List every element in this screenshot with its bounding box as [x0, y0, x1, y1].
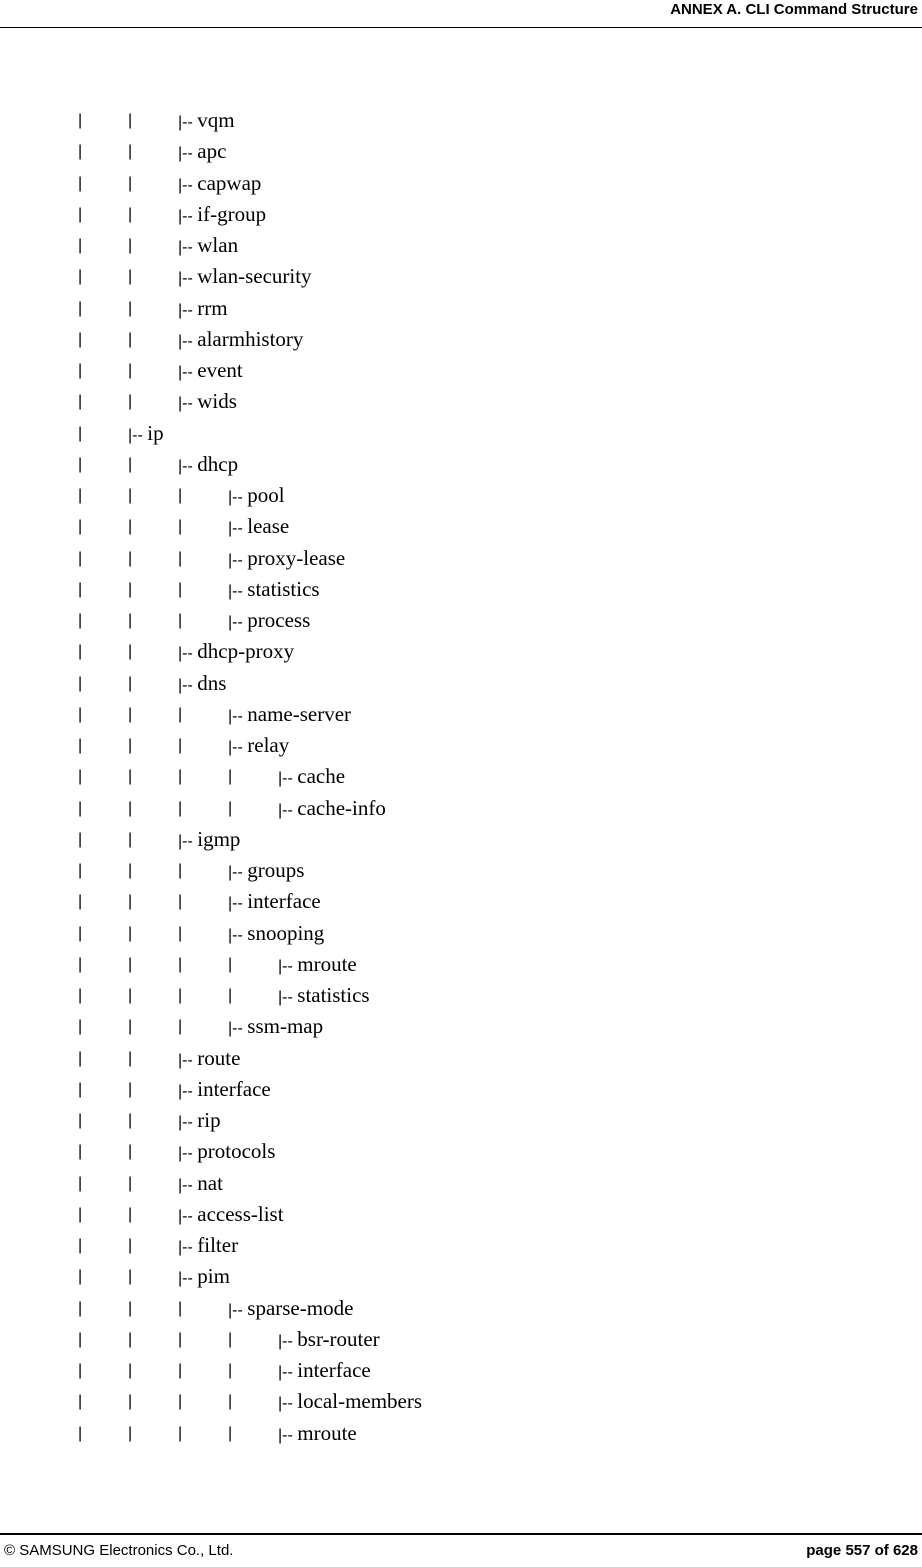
tree-line: [0, 918, 922, 949]
tree-branch-prefix: |--: [228, 739, 248, 756]
tree-vertical-bar: |: [228, 1393, 233, 1411]
tree-vertical-bar: |: [78, 205, 83, 223]
command-label: filter: [197, 1233, 239, 1257]
tree-line: [0, 1293, 922, 1324]
command-label: dhcp-proxy: [197, 639, 295, 664]
tree-vertical-bar: |: [128, 862, 133, 879]
command-label: igmp: [197, 826, 241, 851]
tree-branch: [178, 324, 303, 357]
tree-line: [0, 105, 922, 136]
tree-vertical-bar: |: [128, 1393, 133, 1411]
tree-vertical-bar: |: [178, 987, 183, 1004]
tree-branch: [228, 1011, 323, 1044]
tree-vertical-bar: |: [178, 580, 183, 598]
command-label: pim: [197, 1264, 230, 1289]
tree-branch-prefix: |--: [128, 426, 148, 444]
tree-vertical-bar: |: [78, 1362, 83, 1379]
tree-vertical-bar: |: [128, 1330, 133, 1348]
tree-vertical-bar: |: [78, 862, 83, 879]
tree-line: [0, 949, 922, 980]
tree-branch-prefix: |--: [228, 582, 248, 600]
tree-line: [0, 449, 922, 480]
tree-vertical-bar: |: [228, 1330, 233, 1348]
tree-branch-prefix: |--: [178, 1176, 198, 1194]
tree-vertical-bar: |: [128, 643, 133, 661]
tree-line: [0, 668, 922, 699]
tree-vertical-bar: |: [178, 1393, 183, 1411]
tree-vertical-bar: |: [128, 737, 133, 754]
tree-branch-prefix: |--: [278, 1364, 298, 1381]
tree-vertical-bar: |: [78, 268, 83, 286]
tree-line: [0, 574, 922, 605]
tree-branch-prefix: |--: [278, 1395, 298, 1413]
tree-vertical-bar: |: [178, 893, 183, 911]
tree-branch-prefix: |--: [278, 1332, 298, 1350]
tree-vertical-bar: |: [178, 737, 183, 754]
tree-branch: [178, 1105, 221, 1138]
command-label: dns: [197, 670, 227, 695]
tree-vertical-bar: |: [178, 862, 183, 879]
tree-vertical-bar: |: [128, 362, 133, 379]
tree-line: [0, 511, 922, 542]
tree-vertical-bar: |: [178, 549, 183, 567]
tree-branch: [278, 1386, 422, 1419]
tree-branch: [178, 449, 238, 482]
tree-vertical-bar: |: [178, 487, 183, 504]
tree-vertical-bar: |: [128, 955, 133, 973]
tree-branch: [178, 199, 266, 232]
command-label: apc: [197, 139, 227, 164]
tree-vertical-bar: |: [78, 487, 83, 504]
tree-vertical-bar: |: [128, 612, 133, 629]
tree-line: [0, 605, 922, 636]
tree-vertical-bar: |: [178, 768, 183, 786]
tree-line: [0, 1011, 922, 1042]
tree-branch-prefix: |--: [178, 457, 198, 475]
tree-vertical-bar: |: [78, 893, 83, 911]
tree-vertical-bar: |: [78, 174, 83, 192]
tree-branch: [178, 1043, 240, 1076]
tree-line: [0, 1043, 922, 1074]
tree-vertical-bar: |: [128, 987, 133, 1004]
tree-line: [0, 1324, 922, 1355]
tree-line: [0, 1105, 922, 1136]
tree-vertical-bar: |: [128, 393, 133, 411]
command-label: protocols: [197, 1139, 276, 1164]
tree-branch: [228, 886, 321, 919]
tree-vertical-bar: |: [178, 1362, 183, 1379]
tree-vertical-bar: |: [128, 268, 133, 286]
tree-vertical-bar: |: [78, 987, 83, 1004]
tree-branch-prefix: |--: [178, 207, 198, 225]
tree-branch: [178, 1261, 230, 1294]
tree-vertical-bar: |: [128, 112, 133, 129]
tree-vertical-bar: |: [78, 1424, 83, 1442]
command-label: sparse-mode: [247, 1295, 354, 1320]
tree-vertical-bar: |: [78, 1049, 83, 1067]
tree-branch-prefix: |--: [278, 770, 298, 788]
tree-vertical-bar: |: [128, 518, 133, 536]
tree-vertical-bar: |: [78, 1080, 83, 1098]
command-label: groups: [247, 858, 305, 882]
command-label: vqm: [197, 108, 235, 132]
tree-line: [0, 324, 922, 355]
command-label: interface: [297, 1358, 371, 1382]
tree-vertical-bar: |: [78, 1393, 83, 1411]
tree-branch: [278, 1418, 357, 1451]
tree-branch-prefix: |--: [228, 614, 248, 631]
tree-vertical-bar: |: [78, 830, 83, 848]
tree-branch-prefix: |--: [228, 1301, 248, 1319]
tree-branch-prefix: |--: [178, 1207, 198, 1225]
tree-vertical-bar: |: [178, 1330, 183, 1348]
tree-branch: [228, 1293, 353, 1326]
tree-vertical-bar: |: [178, 955, 183, 973]
command-label: ssm-map: [247, 1014, 324, 1039]
tree-line: [0, 1418, 922, 1449]
tree-branch-prefix: |--: [228, 895, 248, 913]
tree-vertical-bar: |: [78, 143, 83, 161]
tree-vertical-bar: |: [128, 1112, 133, 1129]
tree-line: [0, 261, 922, 292]
tree-branch-prefix: |--: [178, 1239, 198, 1256]
tree-branch-prefix: |--: [228, 520, 248, 538]
tree-branch: [228, 918, 324, 951]
tree-branch: [278, 1324, 380, 1357]
command-label: if-group: [197, 201, 267, 226]
tree-vertical-bar: |: [128, 768, 133, 786]
tree-branch: [178, 355, 243, 388]
tree-line: [0, 636, 922, 667]
tree-branch-prefix: |--: [278, 957, 298, 975]
tree-line: [0, 793, 922, 824]
tree-branch-prefix: |--: [228, 489, 248, 506]
tree-branch-prefix: |--: [178, 114, 198, 131]
tree-vertical-bar: |: [78, 112, 83, 129]
tree-vertical-bar: |: [78, 580, 83, 598]
tree-vertical-bar: |: [178, 1018, 183, 1036]
command-label: wids: [197, 389, 237, 414]
tree-line: [0, 980, 922, 1011]
tree-vertical-bar: |: [78, 612, 83, 629]
command-label: route: [197, 1045, 241, 1070]
tree-branch-prefix: |--: [178, 270, 198, 288]
tree-branch-prefix: |--: [278, 1426, 298, 1444]
tree-line: [0, 293, 922, 324]
command-label: alarmhistory: [197, 326, 304, 351]
tree-branch: [228, 730, 289, 763]
tree-branch-prefix: |--: [178, 332, 198, 350]
tree-vertical-bar: |: [128, 799, 133, 817]
command-label: proxy-lease: [247, 545, 346, 570]
tree-branch: [178, 230, 238, 263]
tree-vertical-bar: |: [228, 768, 233, 786]
tree-vertical-bar: |: [78, 1143, 83, 1161]
tree-vertical-bar: |: [178, 799, 183, 817]
tree-vertical-bar: |: [78, 1330, 83, 1348]
tree-line: [0, 824, 922, 855]
command-label: statistics: [247, 576, 320, 601]
tree-branch-prefix: |--: [228, 926, 248, 944]
tree-vertical-bar: |: [128, 1174, 133, 1192]
footer-page-number: page 557 of 628: [806, 1542, 918, 1559]
tree-branch-prefix: |--: [178, 1114, 198, 1131]
tree-branch: [228, 511, 289, 544]
tree-vertical-bar: |: [78, 705, 83, 723]
tree-vertical-bar: |: [128, 674, 133, 692]
tree-branch: [278, 793, 386, 826]
tree-branch-prefix: |--: [178, 301, 198, 319]
tree-line: [0, 1199, 922, 1230]
tree-branch: [178, 168, 261, 201]
tree-branch: [228, 480, 285, 513]
tree-branch: [178, 386, 237, 419]
command-label: dhcp: [197, 451, 239, 476]
tree-vertical-bar: |: [78, 768, 83, 786]
tree-vertical-bar: |: [78, 424, 83, 442]
tree-vertical-bar: |: [128, 1299, 133, 1317]
tree-vertical-bar: |: [178, 612, 183, 629]
tree-vertical-bar: |: [128, 924, 133, 942]
tree-vertical-bar: |: [78, 455, 83, 473]
tree-vertical-bar: |: [128, 705, 133, 723]
tree-vertical-bar: |: [78, 518, 83, 536]
command-label: event: [197, 358, 243, 382]
tree-branch-prefix: |--: [178, 176, 198, 194]
tree-branch-prefix: |--: [178, 1270, 198, 1288]
tree-line: [0, 199, 922, 230]
tree-vertical-bar: |: [228, 1424, 233, 1442]
tree-vertical-bar: |: [178, 1424, 183, 1442]
tree-vertical-bar: |: [78, 237, 83, 254]
tree-line: [0, 1386, 922, 1417]
command-label: interface: [247, 889, 321, 914]
tree-vertical-bar: |: [128, 830, 133, 848]
tree-line: [0, 230, 922, 261]
command-label: lease: [247, 514, 290, 539]
tree-vertical-bar: |: [78, 1174, 83, 1192]
tree-branch: [278, 980, 370, 1013]
command-label: rrm: [197, 295, 228, 320]
tree-vertical-bar: |: [178, 1299, 183, 1317]
command-label: bsr-router: [297, 1326, 380, 1351]
tree-line: [0, 1136, 922, 1167]
tree-vertical-bar: |: [128, 1049, 133, 1067]
header-title: ANNEX A. CLI Command Structure: [670, 1, 918, 18]
tree-vertical-bar: |: [78, 362, 83, 379]
tree-branch: [178, 1168, 223, 1201]
tree-vertical-bar: |: [78, 393, 83, 411]
tree-line: [0, 1261, 922, 1292]
tree-line: [0, 886, 922, 917]
tree-vertical-bar: |: [128, 237, 133, 254]
tree-branch-prefix: |--: [178, 145, 198, 163]
tree-branch: [178, 293, 228, 326]
command-label: interface: [197, 1076, 271, 1101]
tree-vertical-bar: |: [128, 174, 133, 192]
tree-vertical-bar: |: [128, 487, 133, 504]
page-footer: [0, 1533, 922, 1567]
tree-branch: [178, 136, 226, 169]
tree-branch: [178, 1230, 238, 1263]
tree-branch: [278, 1355, 371, 1388]
tree-vertical-bar: |: [128, 1268, 133, 1286]
tree-branch-prefix: |--: [178, 1082, 198, 1100]
tree-vertical-bar: |: [78, 330, 83, 348]
page-header: [0, 0, 922, 28]
tree-branch: [178, 1199, 284, 1232]
command-label: mroute: [297, 1420, 357, 1445]
command-label: statistics: [297, 983, 370, 1007]
tree-vertical-bar: |: [228, 987, 233, 1004]
command-label: process: [247, 608, 311, 632]
tree-vertical-bar: |: [78, 924, 83, 942]
tree-line: [0, 855, 922, 886]
tree-line: [0, 761, 922, 792]
tree-branch-prefix: |--: [228, 864, 248, 881]
tree-vertical-bar: |: [128, 1237, 133, 1254]
tree-vertical-bar: |: [78, 1112, 83, 1129]
tree-vertical-bar: |: [78, 1299, 83, 1317]
tree-vertical-bar: |: [128, 1080, 133, 1098]
tree-line: [0, 480, 922, 511]
tree-vertical-bar: |: [78, 643, 83, 661]
tree-branch: [278, 949, 357, 982]
tree-vertical-bar: |: [228, 1362, 233, 1379]
tree-vertical-bar: |: [128, 299, 133, 317]
command-label: access-list: [197, 1201, 284, 1226]
footer-copyright: © SAMSUNG Electronics Co., Ltd.: [4, 1542, 234, 1559]
tree-line: [0, 699, 922, 730]
tree-vertical-bar: |: [128, 330, 133, 348]
tree-branch-prefix: |--: [178, 395, 198, 413]
command-label: cache-info: [297, 795, 386, 820]
command-label: wlan: [197, 233, 239, 257]
tree-line: [0, 730, 922, 761]
command-label: capwap: [197, 170, 262, 195]
tree-vertical-bar: |: [128, 1424, 133, 1442]
command-label: rip: [197, 1108, 221, 1132]
tree-branch: [228, 543, 345, 576]
tree-branch: [278, 761, 345, 794]
tree-branch: [178, 636, 294, 669]
tree-vertical-bar: |: [78, 674, 83, 692]
tree-line: [0, 1168, 922, 1199]
command-label: name-server: [247, 701, 352, 726]
tree-branch: [228, 605, 310, 638]
tree-vertical-bar: |: [178, 705, 183, 723]
tree-branch-prefix: |--: [228, 1020, 248, 1038]
tree-line: [0, 168, 922, 199]
tree-line: [0, 543, 922, 574]
tree-line: [0, 1355, 922, 1386]
tree-vertical-bar: |: [128, 893, 133, 911]
tree-branch: [228, 855, 304, 888]
tree-vertical-bar: |: [178, 518, 183, 536]
tree-branch-prefix: |--: [278, 801, 298, 819]
tree-line: [0, 355, 922, 386]
tree-vertical-bar: |: [78, 1018, 83, 1036]
tree-branch-prefix: |--: [178, 1145, 198, 1163]
tree-vertical-bar: |: [178, 924, 183, 942]
tree-line: [0, 1074, 922, 1105]
tree-branch: [178, 824, 240, 857]
tree-line: [0, 418, 922, 449]
tree-branch: [128, 418, 164, 451]
command-label: snooping: [247, 920, 325, 945]
tree-vertical-bar: |: [128, 1018, 133, 1036]
command-label: mroute: [297, 951, 357, 976]
tree-vertical-bar: |: [78, 1268, 83, 1286]
tree-branch-prefix: |--: [178, 1051, 198, 1069]
tree-branch-prefix: |--: [178, 364, 198, 381]
tree-vertical-bar: |: [128, 205, 133, 223]
tree-line: [0, 136, 922, 167]
command-label: relay: [247, 733, 290, 757]
tree-vertical-bar: |: [78, 1237, 83, 1254]
command-label: wlan-security: [197, 264, 312, 289]
tree-branch: [178, 1136, 275, 1169]
tree-branch-prefix: |--: [228, 551, 248, 569]
tree-vertical-bar: |: [228, 799, 233, 817]
command-label: nat: [197, 1170, 223, 1195]
tree-vertical-bar: |: [78, 799, 83, 817]
tree-vertical-bar: |: [78, 955, 83, 973]
tree-vertical-bar: |: [228, 955, 233, 973]
tree-branch-prefix: |--: [178, 239, 198, 256]
tree-vertical-bar: |: [78, 549, 83, 567]
command-label: cache: [297, 764, 346, 789]
tree-vertical-bar: |: [128, 549, 133, 567]
tree-vertical-bar: |: [128, 1143, 133, 1161]
tree-vertical-bar: |: [128, 580, 133, 598]
tree-line: [0, 1230, 922, 1261]
tree-vertical-bar: |: [128, 1362, 133, 1379]
tree-vertical-bar: |: [128, 455, 133, 473]
command-label: local-members: [297, 1389, 423, 1414]
tree-branch-prefix: |--: [178, 676, 198, 694]
tree-line: [0, 386, 922, 417]
cli-command-tree: [0, 105, 922, 1449]
tree-branch: [178, 105, 235, 138]
tree-branch-prefix: |--: [178, 832, 198, 850]
tree-vertical-bar: |: [128, 1205, 133, 1223]
tree-branch-prefix: |--: [278, 989, 298, 1006]
tree-branch: [178, 1074, 271, 1107]
tree-branch: [228, 574, 320, 607]
command-label: ip: [147, 420, 164, 445]
tree-branch: [178, 668, 226, 701]
tree-branch: [178, 261, 312, 294]
tree-vertical-bar: |: [78, 299, 83, 317]
tree-vertical-bar: |: [78, 1205, 83, 1223]
tree-vertical-bar: |: [128, 143, 133, 161]
tree-branch-prefix: |--: [178, 645, 198, 663]
tree-vertical-bar: |: [78, 737, 83, 754]
tree-branch: [228, 699, 351, 732]
tree-branch-prefix: |--: [228, 707, 248, 725]
command-label: pool: [247, 483, 285, 507]
